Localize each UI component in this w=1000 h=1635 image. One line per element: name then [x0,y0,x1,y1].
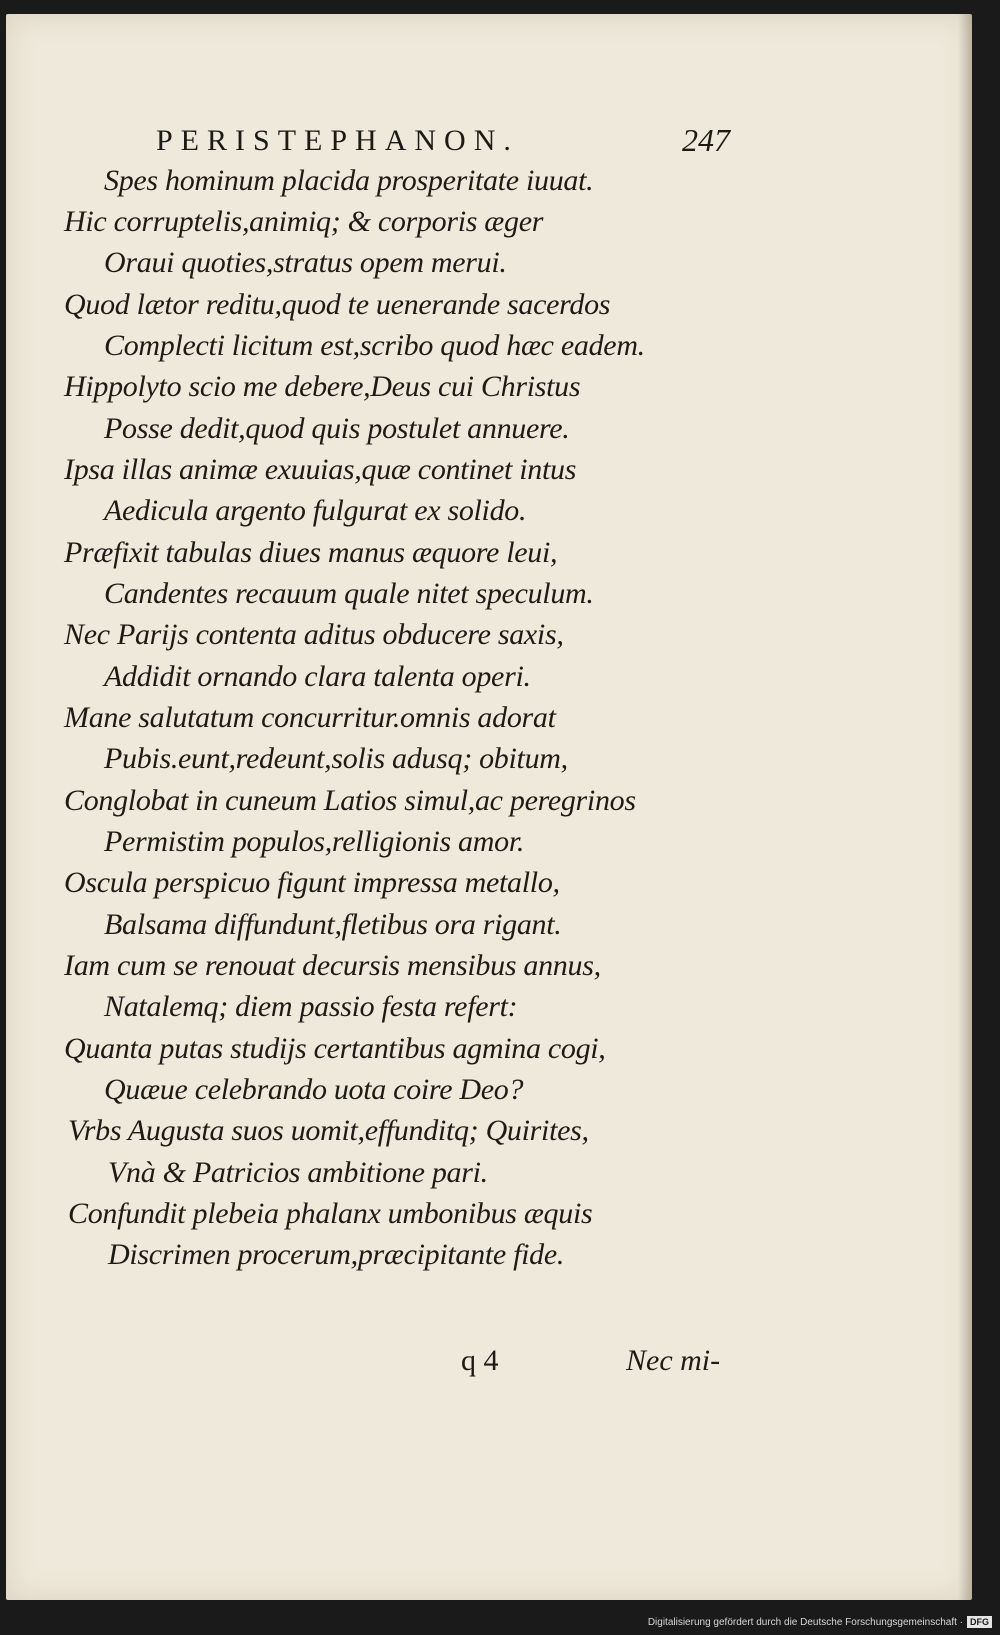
catch-line [6,1344,966,1384]
verse-line: Posse dedit,quod quis postulet annuere. [104,412,570,445]
verse-line: Quod lætor reditu,quod te uenerande sacerdos [64,288,611,321]
running-head [156,112,736,162]
verse-line: Permistim populos,relligionis amor. [104,825,525,858]
verse-line: Vnà & Patricios ambitione pari. [108,1156,488,1189]
verse-line: Quæue celebrando uota coire Deo? [104,1073,524,1106]
footer-credit: Digitalisierung gefördert durch die Deutsche Forschungsgemeinschaft · [647,1616,963,1628]
verse-line: Candentes recauum quale nitet speculum. [104,577,594,610]
page-number: 247 [682,122,730,158]
verse-line: Hic corruptelis,animiq; & corporis æger [64,205,544,238]
signature-mark: q 4 [461,1344,499,1377]
digitization-footer [648,1613,992,1631]
catchword: Nec mi- [626,1344,721,1377]
verse-line: Quanta putas studijs certantibus agmina cogi, [64,1032,606,1065]
verse-line: Conglobat in cuneum Latios simul,ac peregrinos [64,784,636,817]
verse-line: Natalemq; diem passio festa refert: [104,990,518,1023]
book-page [6,14,972,1600]
verse-line: Complecti licitum est,scribo quod hæc eadem. [104,329,645,362]
verse-line: Nec Parijs contenta aditus obducere saxis, [64,618,564,651]
verse-line: Iam cum se renouat decursis mensibus annus, [64,949,601,982]
running-head-title: PERISTEPHANON. [156,124,519,157]
verse-line: Aedicula argento fulgurat ex solido. [104,494,527,527]
verse-line: Balsama diffundunt,fletibus ora rigant. [104,908,562,941]
verse-line: Pubis.eunt,redeunt,solis adusq; obitum, [104,742,568,775]
verse-line: Oraui quoties,stratus opem merui. [104,246,507,279]
verse-line: Oscula perspicuo figunt impressa metallo, [64,866,560,899]
verse-line: Spes hominum placida prosperitate iuuat. [104,164,594,197]
verse-line: Discrimen procerum,præcipitante fide. [108,1238,565,1271]
verse-line: Confundit plebeia phalanx umbonibus æquis [68,1197,593,1230]
verse-line: Addidit ornando clara talenta operi. [104,660,531,693]
verse-line: Vrbs Augusta suos uomit,effunditq; Quirites, [68,1114,589,1147]
verse-line: Præfixit tabulas diues manus æquore leui, [64,536,558,569]
verse-line: Mane salutatum concurritur.omnis adorat [64,701,556,734]
verse-line: Ipsa illas animæ exuuias,quæ continet intus [64,453,577,486]
dfg-logo-icon: DFG [967,1616,992,1628]
verse-line: Hippolyto scio me debere,Deus cui Christus [64,370,581,403]
